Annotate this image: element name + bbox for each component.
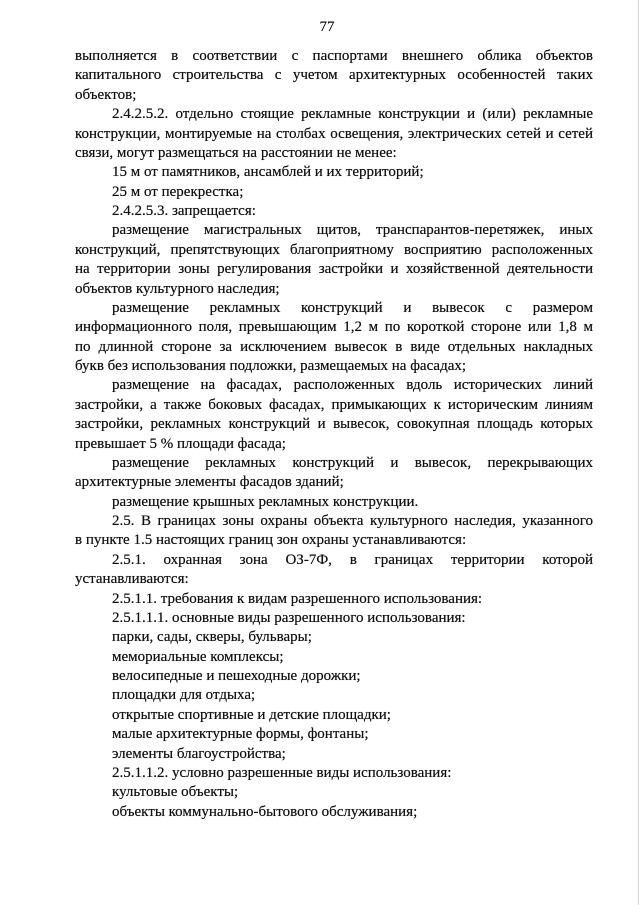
text-line: выполняется в соответствии с паспортами внешнего облика объектов [75,48,593,64]
text-line: объектов; [75,86,137,103]
text-line: 2.5.1.1.2. условно разрешенные виды использования: [112,764,452,781]
paragraph [75,105,593,163]
text-line: малые архитектурные формы, фонтаны; [112,726,369,743]
paragraph [75,609,593,628]
paragraph [75,493,593,512]
text-line: парки, сады, скверы, бульвары; [112,629,312,646]
paragraph [75,590,593,609]
text-line: 2.4.2.5.2. отдельно стоящие рекламные конструкции и (или) рекламные [112,106,593,123]
text-line: связи, могут размещаться на расстоянии не менее: [75,144,397,161]
page-number: 77 [319,19,335,35]
list-item [75,783,593,802]
text-line: размещение магистральных щитов, транспарантов-перетяжек, иных [112,222,593,239]
paragraph [75,454,593,493]
text-line: в пункте 1.5 настоящих границ зон охраны устанавливаются: [75,532,467,549]
paragraph [75,163,593,182]
paragraph [75,299,593,377]
text-line: информационного поля, превышающим 1,2 м по короткой стороне или 1,8 м [75,319,593,336]
text-line: архитектурные элементы фасадов зданий; [75,474,344,491]
text-line: 2.5.1. охранная зона ОЗ-7Ф, в границах территории которой [112,551,593,568]
list-item [75,648,593,667]
text-line: объектов культурного наследия; [75,280,280,297]
paragraph [75,512,593,551]
paragraph [75,47,593,105]
paragraph [75,183,593,202]
text-line: по длинной стороне за исключением вывесок в виде отдельных накладных [75,338,593,355]
text-line: площадки для отдыха; [112,687,256,704]
text-line: 2.5.1.1.1. основные виды разрешенного использования: [112,609,466,626]
text-line: 2.5. В границах зоны охраны объекта культурного наследия, указанного [112,513,593,529]
paragraph [75,202,593,221]
paragraph [75,764,593,783]
text-line: элементы благоустройства; [112,745,286,762]
text-line: застройки, а также боковых фасадах, примыкающих к историческим линиям [75,396,593,413]
text-line: велосипедные и пешеходные дорожки; [112,668,361,684]
text-line: капитального строительства с учетом архитектурных особенностей таких [75,67,593,84]
list-item [75,706,593,725]
page-edge [638,0,639,905]
list-item [75,686,593,705]
text-line: 2.5.1.1. требования к видам разрешенного использования: [112,590,483,607]
list-item [75,803,593,822]
text-line: устанавливаются: [75,571,189,588]
text-line: размещение рекламных конструкций и вывесок с размером [112,299,593,316]
text-line: открытые спортивные и детские площадки; [112,706,391,723]
text-line: культовые объекты; [112,784,239,801]
text-line: 15 м от памятников, ансамблей и их территорий; [112,164,424,181]
text-line: размещение крышных рекламных конструкции. [112,493,419,510]
list-item [75,667,593,686]
text-line: размещение рекламных конструкций и вывесок, перекрывающих [112,454,593,471]
list-item [75,628,593,647]
text-line: на территории зоны регулирования застройки и хозяйственной деятельности [75,261,593,278]
text-line: превышает 5 % площади фасада; [75,435,286,452]
paragraph [75,221,593,299]
text-line: 2.4.2.5.3. запрещается: [112,203,256,219]
text-line: 25 м от перекрестка; [112,183,244,200]
paragraph [75,551,593,590]
text-line: конструкций, препятствующих благоприятному восприятию расположенных [75,241,593,258]
body-text [75,47,593,822]
list-item [75,725,593,744]
text-line: мемориальные комплексы; [112,648,284,665]
list-item [75,745,593,764]
text-line: размещение на фасадах, расположенных вдоль исторических линий [112,377,593,394]
text-line: конструкции, монтируемые на столбах освещения, электрических сетей и сетей [75,125,593,142]
text-line: букв без использования подложки, размещаемых на фасадах; [75,358,467,374]
text-line: объекты коммунально-бытового обслуживания; [112,803,418,820]
text-line: застройки, рекламных конструкций и вывесок, совокупная площадь которых [75,416,593,433]
paragraph [75,376,593,454]
